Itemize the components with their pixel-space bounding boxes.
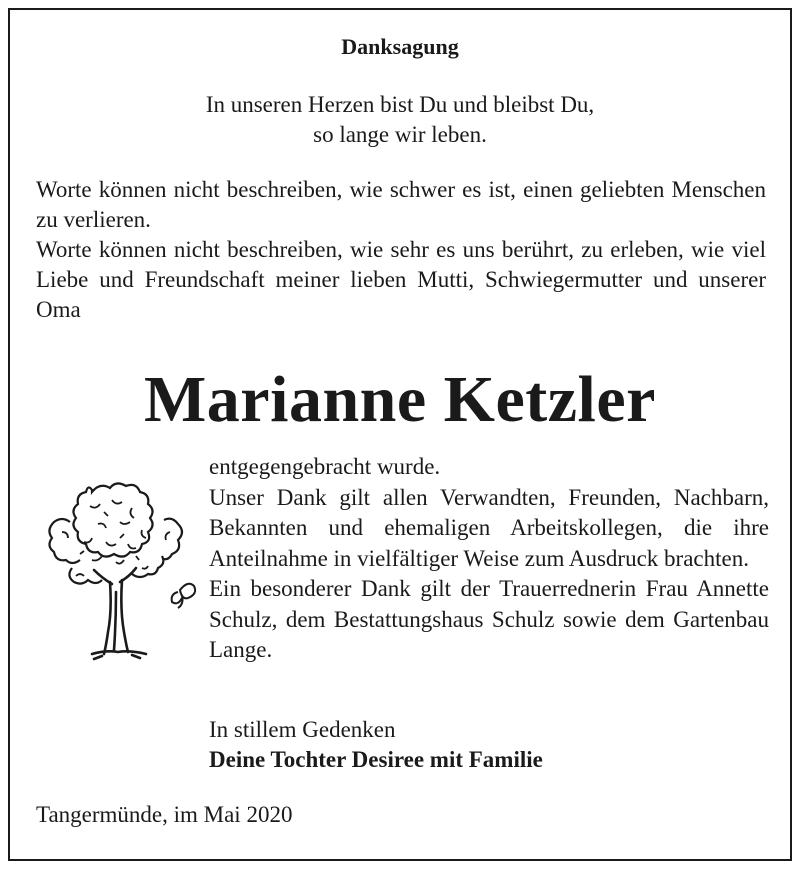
body-paragraph-1: entgegengebracht wurde. (209, 454, 441, 479)
tree-icon (32, 472, 202, 662)
motto-line-2: so lange wir leben. (313, 122, 487, 147)
intro-paragraph-2: Worte können nicht beschreiben, wie sehr es uns berührt, zu erleben, wie viel Liebe und Freundschaft meiner lieben Mutti, Schwiegermutter und unserer Oma (36, 237, 766, 322)
body-text (209, 452, 769, 666)
obituary-notice (8, 8, 792, 861)
closing (209, 715, 543, 775)
family-signature: Deine Tochter Desiree mit Familie (209, 747, 543, 772)
closing-line: In stillem Gedenken (209, 717, 396, 742)
motto (10, 90, 790, 150)
intro-paragraph-1: Worte können nicht beschreiben, wie schwer es ist, einen geliebten Menschen zu verlieren. (36, 177, 766, 232)
notice-heading: Danksagung (341, 34, 459, 59)
body-paragraph-3: Ein besonderer Dank gilt der Trauerrednerin Frau Annette Schulz, dem Bestattungshaus Schulz sowie dem Gartenbau Lange. (209, 576, 769, 662)
intro-text (36, 175, 766, 325)
deceased-name: Marianne Ketzler (144, 363, 656, 436)
body-paragraph-2: Unser Dank gilt allen Verwandten, Freunden, Nachbarn, Bekannten und ehemaligen Arbeitskollegen, die ihre Anteilnahme in vielfältiger Weise zum Ausdruck brachten. (209, 484, 769, 571)
motto-line-1: In unseren Herzen bist Du und bleibst Du, (205, 92, 595, 117)
place-date: Tangermünde, im Mai 2020 (36, 802, 293, 827)
